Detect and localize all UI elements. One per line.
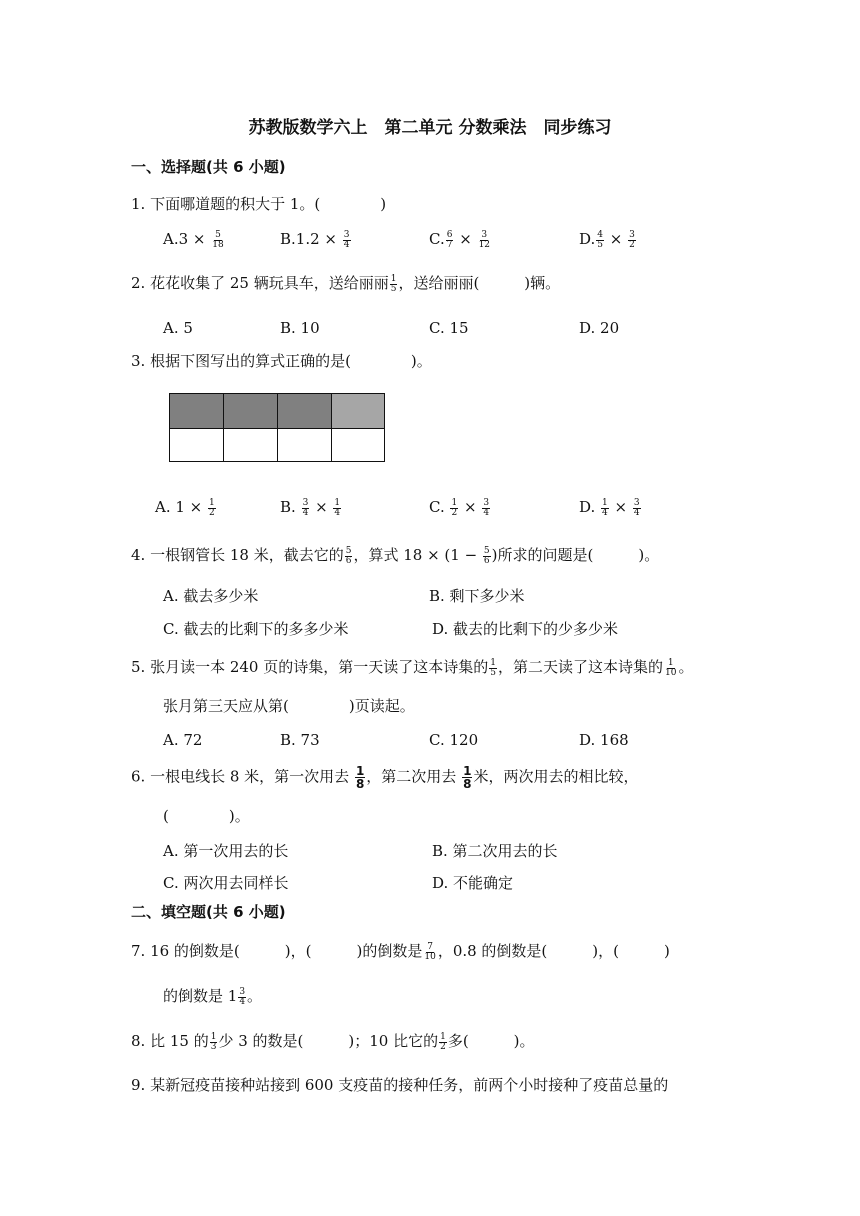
q6-option-b: B. 第二次用去的长 — [432, 842, 558, 860]
q1-option-b: B.1.2 × $\frac{3}{4}$ — [280, 229, 350, 250]
q1-option-c: C. $\frac{6}{7}$ × $\frac{3}{12}$ — [429, 229, 491, 250]
q6-option-d: D. 不能确定 — [432, 874, 514, 892]
q3-option-c: C. $\frac{1}{2}$ × $\frac{3}{4}$ — [429, 497, 490, 518]
q1-option-d: D. $\frac{4}{5}$ × $\frac{3}{2}$ — [579, 229, 635, 250]
grid-cell-empty — [169, 428, 224, 462]
question-9-stem: 9. 某新冠疫苗接种站接到 600 支疫苗的接种任务，前两个小时接种了疫苗总量的 — [131, 1076, 669, 1094]
fraction-grid-figure — [169, 393, 384, 461]
question-6-line2: ( )。 — [163, 807, 250, 825]
q3-option-d: D. $\frac{1}{4}$ × $\frac{3}{4}$ — [579, 497, 640, 518]
question-1-stem: 1. 下面哪道题的积大于 1。( ) — [131, 195, 387, 213]
grid-cell-empty — [277, 428, 332, 462]
grid-cell-shaded — [277, 393, 332, 429]
q3-option-b: B. $\frac{3}{4}$ × $\frac{1}{4}$ — [280, 497, 341, 518]
section-fill-heading: 二、填空题(共 6 小题) — [131, 903, 286, 921]
q5-option-a: A. 72 — [163, 731, 203, 749]
q2-option-a: A. 5 — [163, 319, 193, 337]
grid-cell-shaded — [223, 393, 278, 429]
question-5-stem: 5. 张月读一本 240 页的诗集，第一天读了这本诗集的 $\frac{1}{5}$ ，第二天读了这本诗集的 $\frac{1}{10}$ 。 — [131, 657, 694, 678]
q4-option-b: B. 剩下多少米 — [429, 587, 525, 605]
question-2-stem: 2. 花花收集了 25 辆玩具车，送给丽丽 $\frac{1}{5}$ ，送给丽丽( )辆。 — [131, 273, 561, 294]
question-4-stem: 4. 一根钢管长 18 米，截去它的 $\frac{5}{6}$ ，算式 18 × (1 − $\frac{5}{6}$ )所求的问题是( )。 — [131, 545, 660, 566]
q4-option-c: C. 截去的比剩下的多多少米 — [163, 620, 349, 638]
question-7-line2: 的倒数是 1 $\frac{3}{4}$ 。 — [163, 986, 263, 1007]
question-6-stem: 6. 一根电线长 8 米，第一次用去 $\frac{1}{8}$ ，第二次用去 $\frac{1}{8}$ 米，两次用去的相比较， — [131, 764, 639, 791]
q5-option-b: B. 73 — [280, 731, 320, 749]
question-8-stem: 8. 比 15 的 $\frac{1}{3}$ 少 3 的数是( )；10 比它的 $\frac{1}{2}$ 多( )。 — [131, 1031, 535, 1052]
q2-option-b: B. 10 — [280, 319, 320, 337]
q3-option-a: A. 1 × $\frac{1}{2}$ — [155, 497, 215, 518]
q5-option-c: C. 120 — [429, 731, 479, 749]
q4-option-a: A. 截去多少米 — [163, 587, 259, 605]
q4-option-d: D. 截去的比剩下的少多少米 — [432, 620, 619, 638]
q2-option-d: D. 20 — [579, 319, 620, 337]
q5-option-d: D. 168 — [579, 731, 629, 749]
grid-cell-shaded — [169, 393, 224, 429]
q2-option-c: C. 15 — [429, 319, 469, 337]
question-3-stem: 3. 根据下图写出的算式正确的是( )。 — [131, 352, 432, 370]
page-title: 苏教版数学六上 第二单元 分数乘法 同步练习 — [248, 118, 612, 138]
grid-cell-empty — [331, 428, 385, 462]
question-5-line2: 张月第三天应从第( )页读起。 — [163, 697, 415, 715]
q1-option-a: A.3 × $\frac{5}{18}$ — [163, 229, 224, 250]
grid-cell-light — [331, 393, 385, 429]
section-choice-heading: 一、选择题(共 6 小题) — [131, 158, 286, 176]
q6-option-a: A. 第一次用去的长 — [163, 842, 289, 860]
q6-option-c: C. 两次用去同样长 — [163, 874, 289, 892]
question-7-stem: 7. 16 的倒数是( )，( )的倒数是 $\frac{7}{10}$ ，0.8 的倒数是( )，( ) — [131, 941, 670, 962]
grid-cell-empty — [223, 428, 278, 462]
